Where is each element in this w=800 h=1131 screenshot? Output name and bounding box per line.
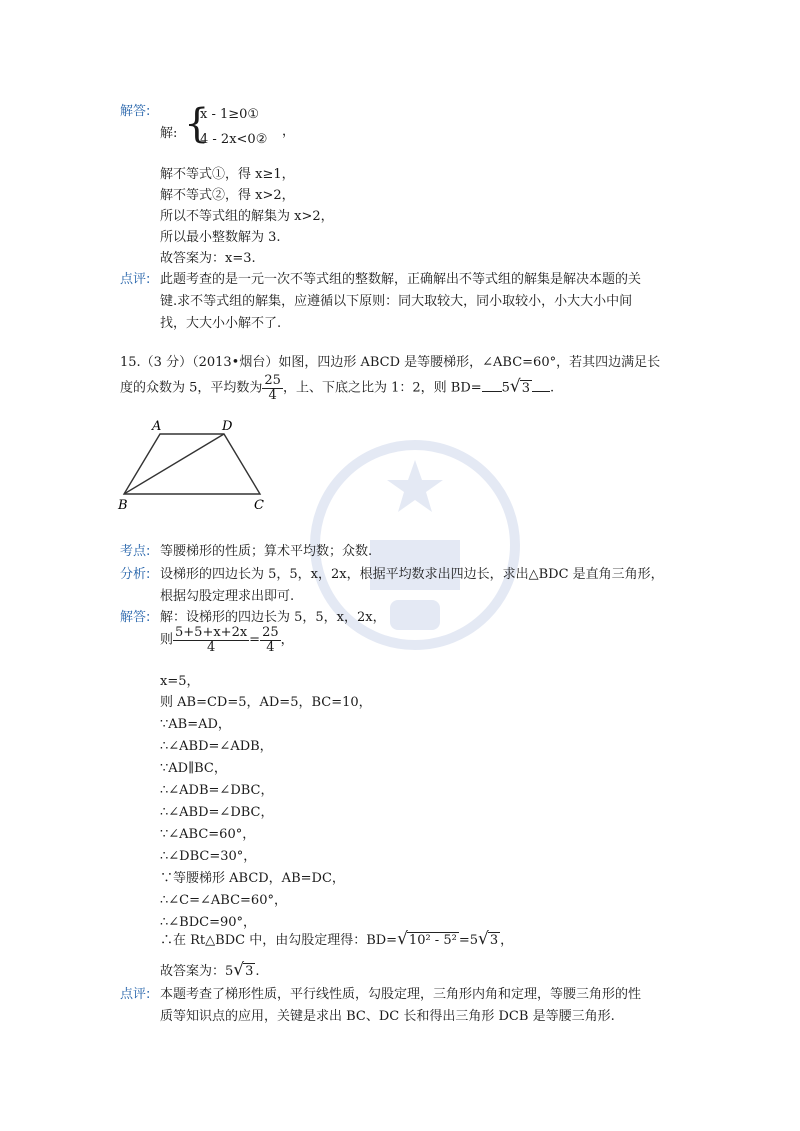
comma: ， <box>282 124 296 139</box>
fenxi-line: 设梯形的四边长为 5，5，x，2x，根据平均数求出四边长，求出△BDC 是直角三角形， <box>160 567 664 582</box>
step-line: ∵AD∥BC， <box>160 761 227 776</box>
step-line: ∵AB=AD， <box>160 717 231 732</box>
step-line: 则 AB=CD=5，AD=5，BC=10， <box>160 695 372 710</box>
jie-label: 解: <box>160 126 178 141</box>
step-line: ∴∠ABD=∠ADB， <box>160 739 273 754</box>
solution-line: 所以不等式组的解集为 x>2， <box>160 209 334 224</box>
label-fenxi: 分析: <box>120 567 151 582</box>
comment-line: 此题考查的是一元一次不等式组的整数解，正确解出不等式组的解集是解决本题的关 <box>160 272 642 287</box>
question-15-line1: 15.（3 分）（2013•烟台）如图，四边形 ABCD 是等腰梯形，∠ABC=60°，若其四边满足长 <box>120 355 661 370</box>
step-line: ∴∠C=∠ABC=60°， <box>160 893 287 908</box>
vertex-a: A <box>152 419 162 434</box>
step-line: ∵∠ABC=60°， <box>160 827 256 842</box>
solution-line: 所以最小整数解为 3. <box>160 230 281 245</box>
mean-equation: 则 $\frac{5+5+x+2x}{4}$ = $\frac{25}{4}$ ， <box>160 625 294 655</box>
vertex-c: C <box>254 498 264 513</box>
inequality-1: x - 1≥0① <box>200 107 260 122</box>
step-line: ∴∠BDC=90°， <box>160 915 257 930</box>
step-line: ∵等腰梯形 ABCD，AB=DC， <box>160 871 345 886</box>
final-answer: 故答案为：5√3 . <box>160 960 260 980</box>
brace: { <box>184 101 210 147</box>
answer-coef: 5 <box>501 380 510 396</box>
trapezoid-figure <box>112 416 282 516</box>
label-dianping-14: 点评: <box>120 272 151 287</box>
answer-radicand: 3 <box>521 380 531 396</box>
step-line: x=5， <box>160 674 200 689</box>
kaodian-text: 等腰梯形的性质；算术平均数；众数. <box>160 544 373 559</box>
comment-line: 键.求不等式组的解集，应遵循以下原则：同大取较大，同小取较小，小大大小中间 <box>160 294 633 309</box>
solution-line: 故答案为：x=3. <box>160 251 256 266</box>
label-dianping-15: 点评: <box>120 987 151 1002</box>
solution-line: 解不等式①，得 x≥1， <box>160 167 295 182</box>
vertex-d: D <box>222 419 233 434</box>
label-kaodian: 考点: <box>120 544 151 559</box>
comment-line: 找，大大小小解不了. <box>160 316 282 331</box>
step-line: ∴∠DBC=30°， <box>160 849 257 864</box>
question-15-line2: 度的众数为 5，平均数为 $\frac{25}{4}$ ，上、下底之比为 1：2，则 BD= 5√3 . <box>120 373 555 403</box>
label-jieda-15: 解答: <box>120 610 151 625</box>
solution-first: 解：设梯形的四边长为 5，5，x，2x， <box>160 610 386 625</box>
label-jieda-14: 解答: <box>120 104 151 119</box>
comment-line: 质等知识点的应用，关键是求出 BC、DC 长和得出三角形 DCB 是等腰三角形. <box>160 1009 615 1024</box>
fenxi-line: 根据勾股定理求出即可. <box>160 589 295 604</box>
pythagoras-line: ∴在 Rt△BDC 中，由勾股定理得：BD=√10² - 5² =5√3 ， <box>160 929 514 949</box>
step-line: ∴∠ABD=∠DBC， <box>160 805 274 820</box>
vertex-b: B <box>118 498 128 513</box>
comment-line: 本题考查了梯形性质，平行线性质，勾股定理，三角形内角和定理，等腰三角形的性 <box>160 987 642 1002</box>
inequality-2: 4 - 2x<0② <box>200 132 268 147</box>
step-line: ∴∠ADB=∠DBC， <box>160 783 274 798</box>
solution-line: 解不等式②，得 x>2， <box>160 188 295 203</box>
